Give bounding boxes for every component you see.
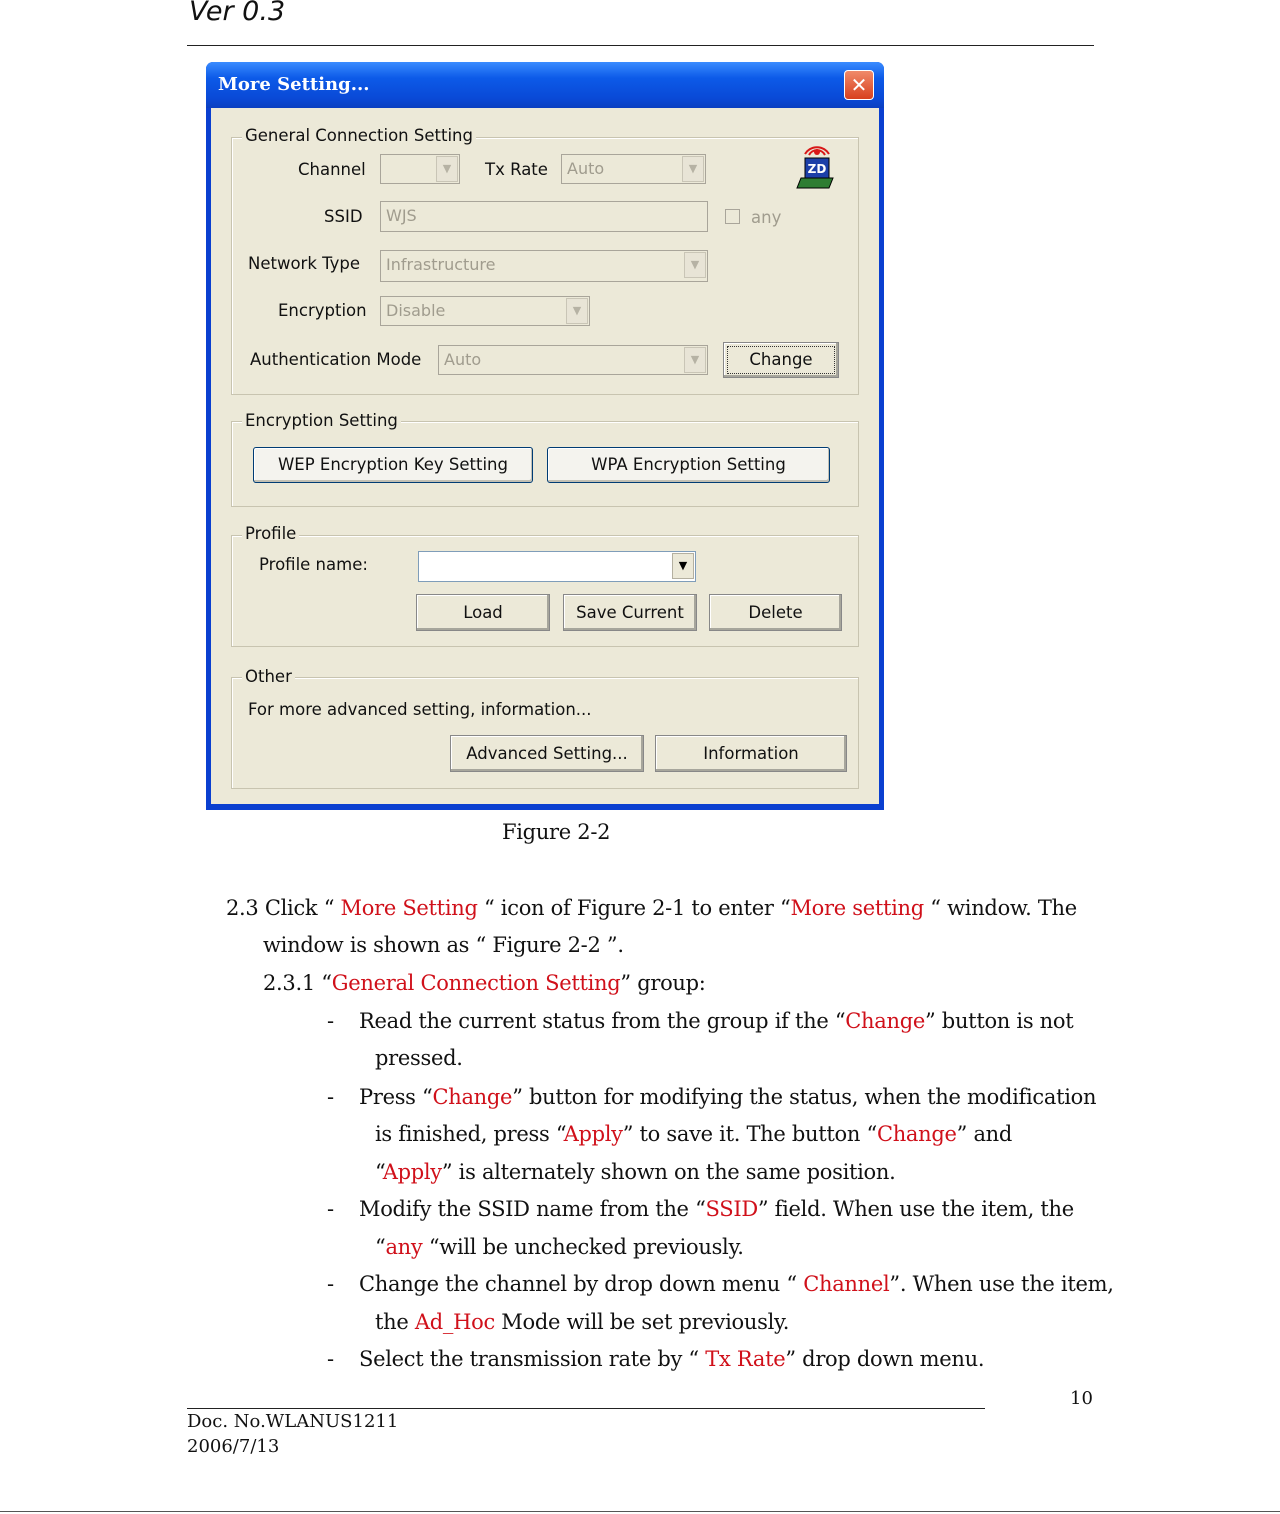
b2-text-c: ” button for modifying the status, when the modification: [512, 1085, 1097, 1109]
p1-text-a: 2.3 Click “: [226, 896, 341, 920]
b2c-text-e: ” and: [956, 1122, 1013, 1146]
bullet-5: [359, 1347, 984, 1371]
chevron-down-icon[interactable]: ▼: [682, 156, 704, 182]
load-button[interactable]: Load: [416, 594, 550, 631]
ssid-label: SSID: [324, 207, 363, 226]
b5-text-c: ” drop down menu.: [785, 1347, 985, 1371]
b2c-text-a: is finished, press “: [375, 1122, 564, 1146]
section-2-3-1: [263, 971, 706, 995]
bullet-3-continued: [375, 1235, 744, 1259]
b3c-highlight-any: any: [385, 1235, 423, 1259]
change-button[interactable]: Change: [723, 342, 839, 378]
b1-text-c: ” button is not: [925, 1009, 1074, 1033]
b2c-highlight-change: Change: [876, 1122, 957, 1146]
profile-legend: Profile: [242, 524, 299, 543]
chevron-down-icon[interactable]: ▼: [436, 156, 458, 182]
paragraph-2-3: [226, 896, 1077, 920]
bullet-5-dash: -: [327, 1347, 334, 1371]
b2c-text-c: ” to save it. The button “: [622, 1122, 877, 1146]
ssid-value: WJS: [386, 206, 417, 225]
document-number: Doc. No.WLANUS1211: [187, 1411, 399, 1432]
profile-name-label: Profile name:: [259, 555, 368, 574]
b3c-text-c: “will be unchecked previously.: [422, 1235, 744, 1259]
b1-text-a: Read the current status from the group if the “: [359, 1009, 846, 1033]
b4-text-c: ”. When use the item,: [889, 1272, 1114, 1296]
encryption-setting-legend: Encryption Setting: [242, 411, 401, 430]
delete-button[interactable]: Delete: [709, 594, 842, 631]
chevron-down-icon[interactable]: ▼: [684, 252, 706, 278]
bullet-2-continued-2: [375, 1160, 896, 1184]
b3-highlight-ssid: SSID: [705, 1197, 758, 1221]
bullet-1-dash: -: [327, 1009, 334, 1033]
ssid-input[interactable]: [380, 201, 708, 232]
bullet-3: [359, 1197, 1074, 1221]
bullet-4-continued: [375, 1310, 789, 1334]
b4c-text-c: Mode will be set previously.: [494, 1310, 790, 1334]
bullet-2-dash: -: [327, 1085, 334, 1109]
wpa-encryption-button[interactable]: WPA Encryption Setting: [547, 447, 830, 483]
general-connection-legend: General Connection Setting: [242, 126, 476, 145]
p1-text-c: “ icon of Figure 2-1 to enter “: [477, 896, 791, 920]
encryption-select[interactable]: [380, 296, 590, 326]
s231-text-c: ” group:: [620, 971, 706, 995]
p1-highlight-more-setting-window: More setting: [790, 896, 924, 920]
bullet-3-dash: -: [327, 1197, 334, 1221]
information-button[interactable]: Information: [655, 735, 847, 772]
dialog-client-area: [211, 108, 879, 804]
figure-caption: Figure 2-2: [502, 820, 611, 844]
bullet-2: [359, 1085, 1096, 1109]
save-current-button[interactable]: Save Current: [563, 594, 697, 631]
b2c-highlight-apply: Apply: [563, 1122, 623, 1146]
b3-text-a: Modify the SSID name from the “: [359, 1197, 706, 1221]
window-title: More Setting...: [218, 74, 370, 95]
b5-text-a: Select the transmission rate by “: [359, 1347, 706, 1371]
chevron-down-icon[interactable]: ▼: [672, 553, 694, 579]
bullet-1: [359, 1009, 1073, 1033]
paragraph-2-3-continued: window is shown as “ Figure 2-2 ”.: [263, 933, 624, 957]
b2c2-highlight-apply: Apply: [382, 1160, 442, 1184]
close-button[interactable]: ✕: [844, 70, 874, 100]
chevron-down-icon[interactable]: ▼: [684, 347, 706, 373]
more-setting-window: [206, 62, 884, 810]
p1-text-e: “ window. The: [923, 896, 1077, 920]
b2c2-text-a: “: [375, 1160, 383, 1184]
title-bar[interactable]: [206, 62, 884, 108]
bullet-4-dash: -: [327, 1272, 334, 1296]
other-legend: Other: [242, 667, 295, 686]
chevron-down-icon[interactable]: ▼: [566, 298, 588, 324]
page-bottom-rule: [0, 1511, 1280, 1512]
b4c-text-a: the: [375, 1310, 415, 1334]
b5-highlight-txrate: Tx Rate: [705, 1347, 786, 1371]
b3c-text-a: “: [375, 1235, 386, 1259]
b4-text-a: Change the channel by drop down menu “: [359, 1272, 804, 1296]
encryption-label: Encryption: [278, 301, 367, 320]
any-label: any: [751, 208, 782, 227]
version-header: Ver 0.3: [189, 0, 286, 27]
b2-text-a: Press “: [359, 1085, 433, 1109]
txrate-value: Auto: [567, 159, 605, 178]
s231-highlight: General Connection Setting: [331, 971, 621, 995]
encryption-value: Disable: [386, 301, 446, 320]
wireless-adapter-icon: [795, 142, 839, 194]
icon-label: ZD: [807, 162, 827, 176]
document-date: 2006/7/13: [187, 1436, 280, 1457]
footer-rule: [187, 1408, 985, 1409]
channel-select[interactable]: [380, 154, 460, 184]
header-rule: [187, 45, 1094, 46]
bullet-1-continued: pressed.: [375, 1046, 463, 1070]
txrate-select[interactable]: [561, 154, 706, 184]
profile-name-select[interactable]: [418, 551, 696, 582]
authentication-mode-select[interactable]: [438, 345, 708, 375]
page-number: 10: [1070, 1388, 1093, 1409]
authentication-mode-label: Authentication Mode: [250, 350, 422, 369]
b4-highlight-channel: Channel: [803, 1272, 890, 1296]
other-description: For more advanced setting, information...: [248, 700, 592, 719]
authentication-mode-value: Auto: [444, 350, 482, 369]
txrate-label: Tx Rate: [485, 160, 548, 179]
p1-highlight-more-setting: More Setting: [340, 896, 478, 920]
s231-text-a: 2.3.1 “: [263, 971, 332, 995]
b4c-highlight-adhoc: Ad_Hoc: [414, 1310, 495, 1334]
any-checkbox[interactable]: [725, 209, 740, 224]
channel-label: Channel: [298, 160, 366, 179]
bullet-2-continued: [375, 1122, 1012, 1146]
network-type-value: Infrastructure: [386, 255, 496, 274]
b2c2-text-c: ” is alternately shown on the same position.: [441, 1160, 896, 1184]
network-type-label: Network Type: [248, 254, 361, 273]
advanced-setting-button[interactable]: Advanced Setting...: [450, 735, 644, 772]
b1-highlight-change: Change: [845, 1009, 925, 1033]
other-group: [231, 677, 859, 789]
network-type-select[interactable]: [380, 250, 708, 282]
bullet-4: [359, 1272, 1114, 1296]
b3-text-c: ” field. When use the item, the: [757, 1197, 1074, 1221]
wep-encryption-key-button[interactable]: WEP Encryption Key Setting: [253, 447, 533, 483]
b2-highlight-change: Change: [432, 1085, 513, 1109]
